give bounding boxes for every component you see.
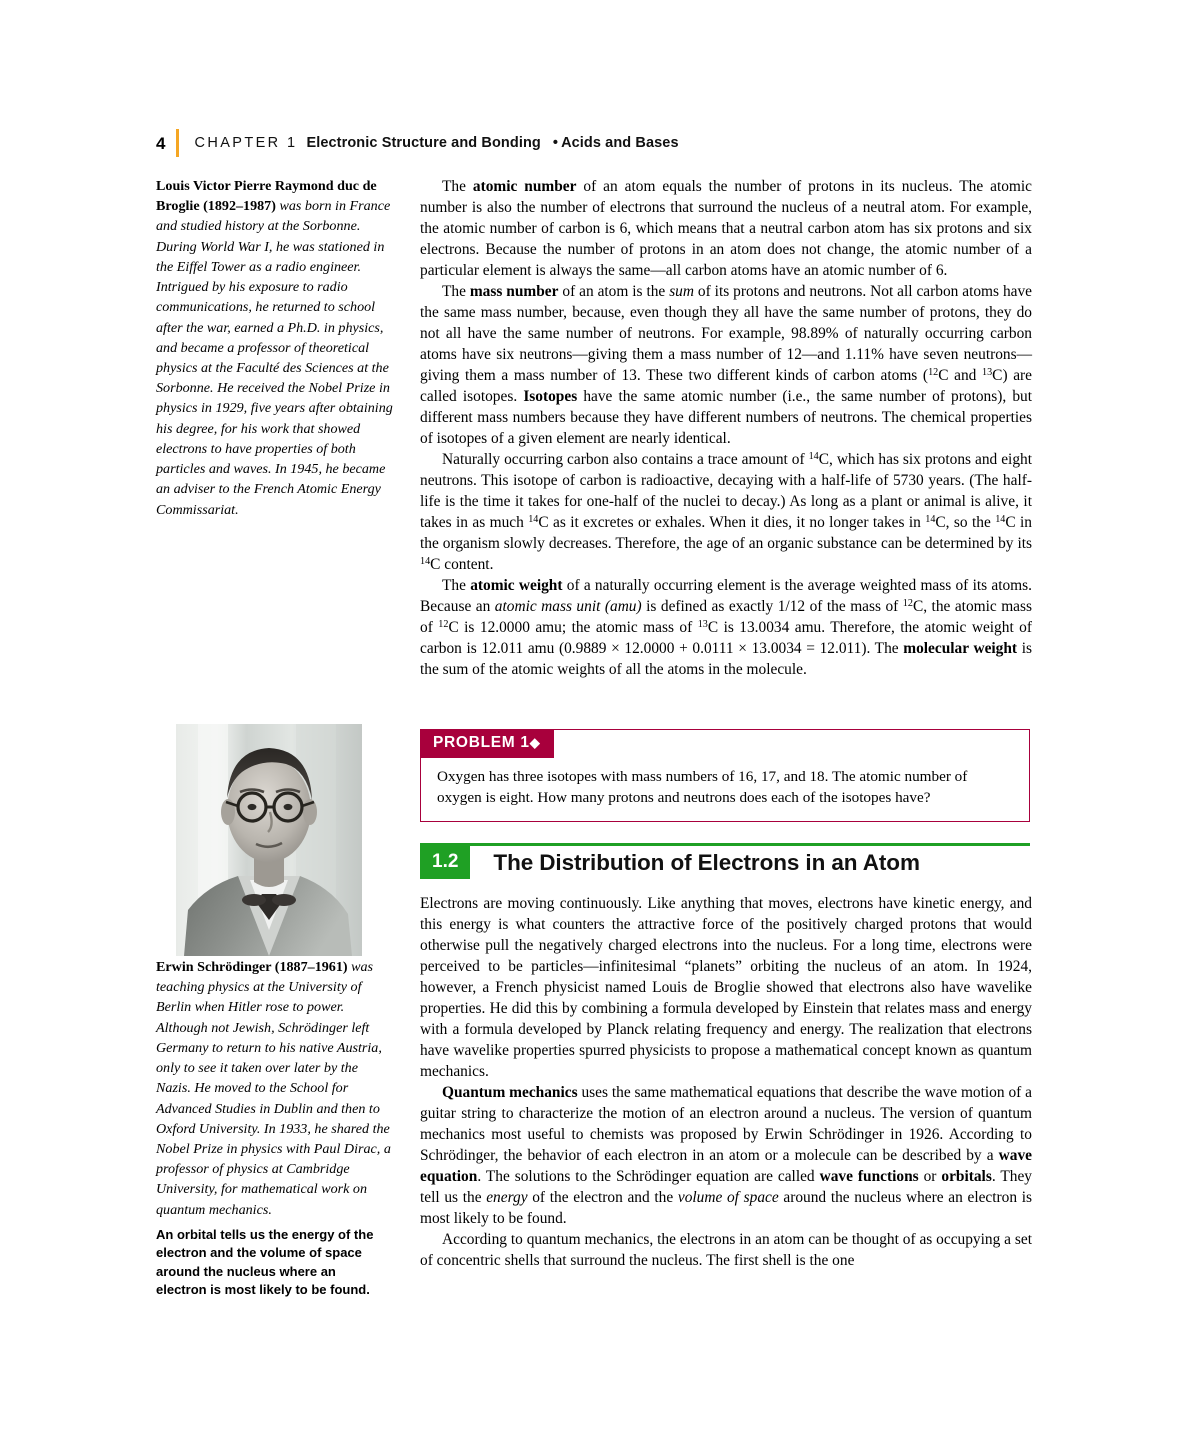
para-part: C content. <box>430 556 494 574</box>
superscript-12: 12 <box>902 598 913 610</box>
para-part: of its protons and neutrons. Not all carbon atoms have the same mass number, because, even though they all have the same number of protons, they do not all have the same number of neutrons. For example, 98.89% of naturally occurring carbon atoms have six neutrons—giving them a mass number of 12—and 1.11% have seven neutrons—giving them a mass number of 13. These two different kinds of carbon atoms ( <box>420 283 1032 385</box>
paragraph-atomic-weight <box>420 575 1032 680</box>
paragraph-electrons: Electrons are moving continuously. Like anything that moves, electrons have kinetic energy, and this energy is what counters the attractive force of the positively charged protons that would otherwise pull the negatively charged electrons into the nucleus. For a long time, electrons were perceived to be particles—infinitesimal “planets” orbiting the nucleus of an atom. In 1924, however, a French physicist named Louis de Broglie showed that electrons also have wavelike properties. He did this by combining a formula developed by Einstein that relates mass and energy with a formula developed by Planck relating frequency and energy. The realization that electrons have wavelike properties spurred physicists to propose a mathematical concept known as quantum mechanics. <box>420 895 1032 1081</box>
para-part: uses the same mathematical equations that describe the wave motion of a guitar string to characterize the motion of an electron around a nucleus. The version of quantum mechanics most useful to chemists was proposed by Erwin Schrödinger in 1926. According to Schrödinger, the behavior of each electron in an atom or a molecule can be described by a <box>420 1084 1032 1165</box>
paragraph-quantum-mechanics <box>420 1082 1032 1229</box>
emph-energy: energy <box>486 1189 528 1207</box>
chapter-label: CHAPTER 1 <box>194 135 298 151</box>
para-part: of a naturally occurring element is the average weighted mass of its atoms. Because an <box>420 577 1032 616</box>
chapter-subtitle: Acids and Bases <box>561 135 679 151</box>
section-heading <box>420 843 1030 879</box>
para-part: is defined as exactly 1/12 of the mass of <box>641 598 903 616</box>
section-title: The Distribution of Electrons in an Atom <box>493 849 920 875</box>
page-number: 4 <box>156 133 166 153</box>
portrait-image <box>176 724 362 956</box>
emph-volume-of-space: volume of space <box>677 1189 779 1207</box>
term-atomic-number: atomic number <box>472 178 577 195</box>
head-bullet-icon: • <box>552 135 559 151</box>
chapter-title: Electronic Structure and Bonding <box>306 135 541 151</box>
para-part: C as it excretes or exhales. When it dies, it no longer takes in <box>538 514 926 532</box>
term-wave-equation: wave equation <box>420 1147 1032 1186</box>
superscript-14: 14 <box>995 514 1006 526</box>
running-head-text <box>194 135 678 151</box>
superscript-13: 13 <box>982 367 993 379</box>
term-isotopes: Isotopes <box>523 388 578 406</box>
para-part: or <box>918 1168 942 1186</box>
para-part: C is 13.0034 amu. Therefore, the atomic weight of carbon is 12.011 amu (0.9889 × 12.0000 + 0.0111 × 13.0034 = 12.011). The <box>420 619 1032 658</box>
term-molecular-weight: molecular weight <box>903 640 1018 658</box>
isotope-c: C <box>992 367 1003 385</box>
para-part: C, the atomic mass of <box>420 598 1032 637</box>
para-part: C, so the <box>935 514 996 532</box>
isotope-c: C <box>938 367 949 385</box>
superscript-13: 13 <box>697 619 708 631</box>
paragraph-mass-number <box>420 281 1032 449</box>
para-part: of an atom is the <box>558 283 670 301</box>
para-part: around the nucleus where an electron is most likely to be found. <box>420 1189 1033 1228</box>
biography-de-broglie-text: was born in France and studied history at the Sorbonne. During World War I, he was stationed in the Eiffel Tower as a radio engineer. Intrigued by his exposure to radio communications, he returned to school after the war, earned a Ph.D. in physics, and became a professor of theoretical physics at the Faculté des Sciences at the Sorbonne. He received the Nobel Prize in physics in 1929, five years after obtaining his degree, for his work that showed electrons to have properties of both particles and waves. In 1945, he became an adviser to the French Atomic Energy Commissariat. <box>156 198 393 518</box>
paragraph-shells: According to quantum mechanics, the electrons in an atom can be thought of as occupying a set of concentric shells that surround the nucleus. The first shell is the one <box>420 1231 1032 1270</box>
para-lead: The <box>442 577 471 595</box>
term-atomic-weight: atomic weight <box>470 577 563 595</box>
emph-sum: sum <box>669 283 694 301</box>
para-part: C in the organism slowly decreases. Therefore, the age of an organic substance can be determined by its <box>420 514 1032 553</box>
superscript-12: 12 <box>928 367 939 379</box>
diamond-icon: ◆ <box>529 735 541 750</box>
term-mass-number: mass number <box>469 283 559 301</box>
margin-note-orbital: An orbital tells us the energy of the electron and the volume of space around the nucleus where an electron is most likely to be found. <box>156 1227 374 1298</box>
superscript-14: 14 <box>528 514 539 526</box>
para-lead: The <box>442 178 473 195</box>
biography-de-broglie-name: Louis Victor Pierre Raymond duc de Broglie (1892–1987) <box>156 178 377 215</box>
biography-schrodinger-text: was teaching physics at the University of Berlin when Hitler rose to power. Although not Jewish, Schrödinger left Germany to return to his native Austria, only to see it taken over later by the Nazis. He moved to the School for Advanced Studies in Dublin and then to Oxford University. In 1933, he shared the Nobel Prize in physics with Paul Dirac, a professor of physics at Cambridge University, for mathematical work on quantum mechanics. <box>156 959 391 1218</box>
section-number-badge: 1.2 <box>420 846 470 879</box>
sidebar-column <box>156 176 394 520</box>
superscript-14: 14 <box>808 451 819 463</box>
biography-schrodinger <box>156 957 394 1220</box>
folio-divider-rule <box>176 129 179 157</box>
term-orbitals: orbitals <box>941 1168 992 1186</box>
problem-label-tab <box>420 729 554 758</box>
running-head <box>156 128 679 158</box>
para-part: C is 12.0000 amu; the atomic mass of <box>448 619 698 637</box>
para-part: C, which has six protons and eight neutrons. This isotope of carbon is radioactive, decaying with a half-life of 5730 years. (The half-life is the time it takes for one-half of the nuclei to decay.) As long as a plant or animal is alive, it takes in as much <box>420 451 1032 532</box>
section-heading-row <box>420 846 1030 879</box>
schrodinger-portrait-photo <box>176 724 362 956</box>
superscript-14: 14 <box>925 514 936 526</box>
paragraph-carbon-14 <box>420 449 1032 575</box>
section-body-column <box>420 893 1032 1271</box>
paragraph-atomic-number <box>420 176 1032 281</box>
problem-text: Oxygen has three isotopes with mass numbers of 16, 17, and 18. The atomic number of oxygen is eight. How many protons and neutrons does each of the isotopes have? <box>437 768 968 806</box>
emph-amu: atomic mass unit (amu) <box>494 598 642 616</box>
term-quantum-mechanics: Quantum mechanics <box>442 1084 578 1102</box>
para-part: Naturally occurring carbon also contains a trace amount of <box>442 451 809 469</box>
biography-de-broglie <box>156 176 394 520</box>
superscript-12: 12 <box>438 619 449 631</box>
problem-label: PROBLEM 1 <box>433 734 530 751</box>
biography-schrodinger-name: Erwin Schrödinger (1887–1961) <box>156 959 348 975</box>
para-part: is the sum of the atomic weights of all the atoms in the molecule. <box>420 640 1032 679</box>
para-rest: of an atom equals the number of protons in its nucleus. The atomic number is also the number of electrons that surround the nucleus of a neutral atom. For example, the atomic number of carbon is 6, which means that a neutral carbon atom has six protons and six electrons. Because the number of protons in an atom does not change, the atomic number of a particular element is always the same—all carbon atoms have an atomic number of 6. <box>420 178 1033 280</box>
problem-box <box>420 729 1030 822</box>
term-wave-functions: wave functions <box>819 1168 919 1186</box>
para-part: have the same atomic number (i.e., the same number of protons), but different mass numbers because they have different numbers of neutrons. The chemical properties of isotopes of a given element are nearly identical. <box>420 388 1032 448</box>
para-lead: The <box>442 283 470 301</box>
para-part: of the electron and the <box>527 1189 678 1207</box>
para-part: and <box>948 367 983 385</box>
superscript-14: 14 <box>420 556 431 568</box>
para-part: ) are called isotopes. <box>420 367 1032 406</box>
para-part: . The solutions to the Schrödinger equation are called <box>477 1168 820 1186</box>
para-part: . They tell us the <box>420 1168 1032 1207</box>
main-text-column <box>420 176 1032 680</box>
